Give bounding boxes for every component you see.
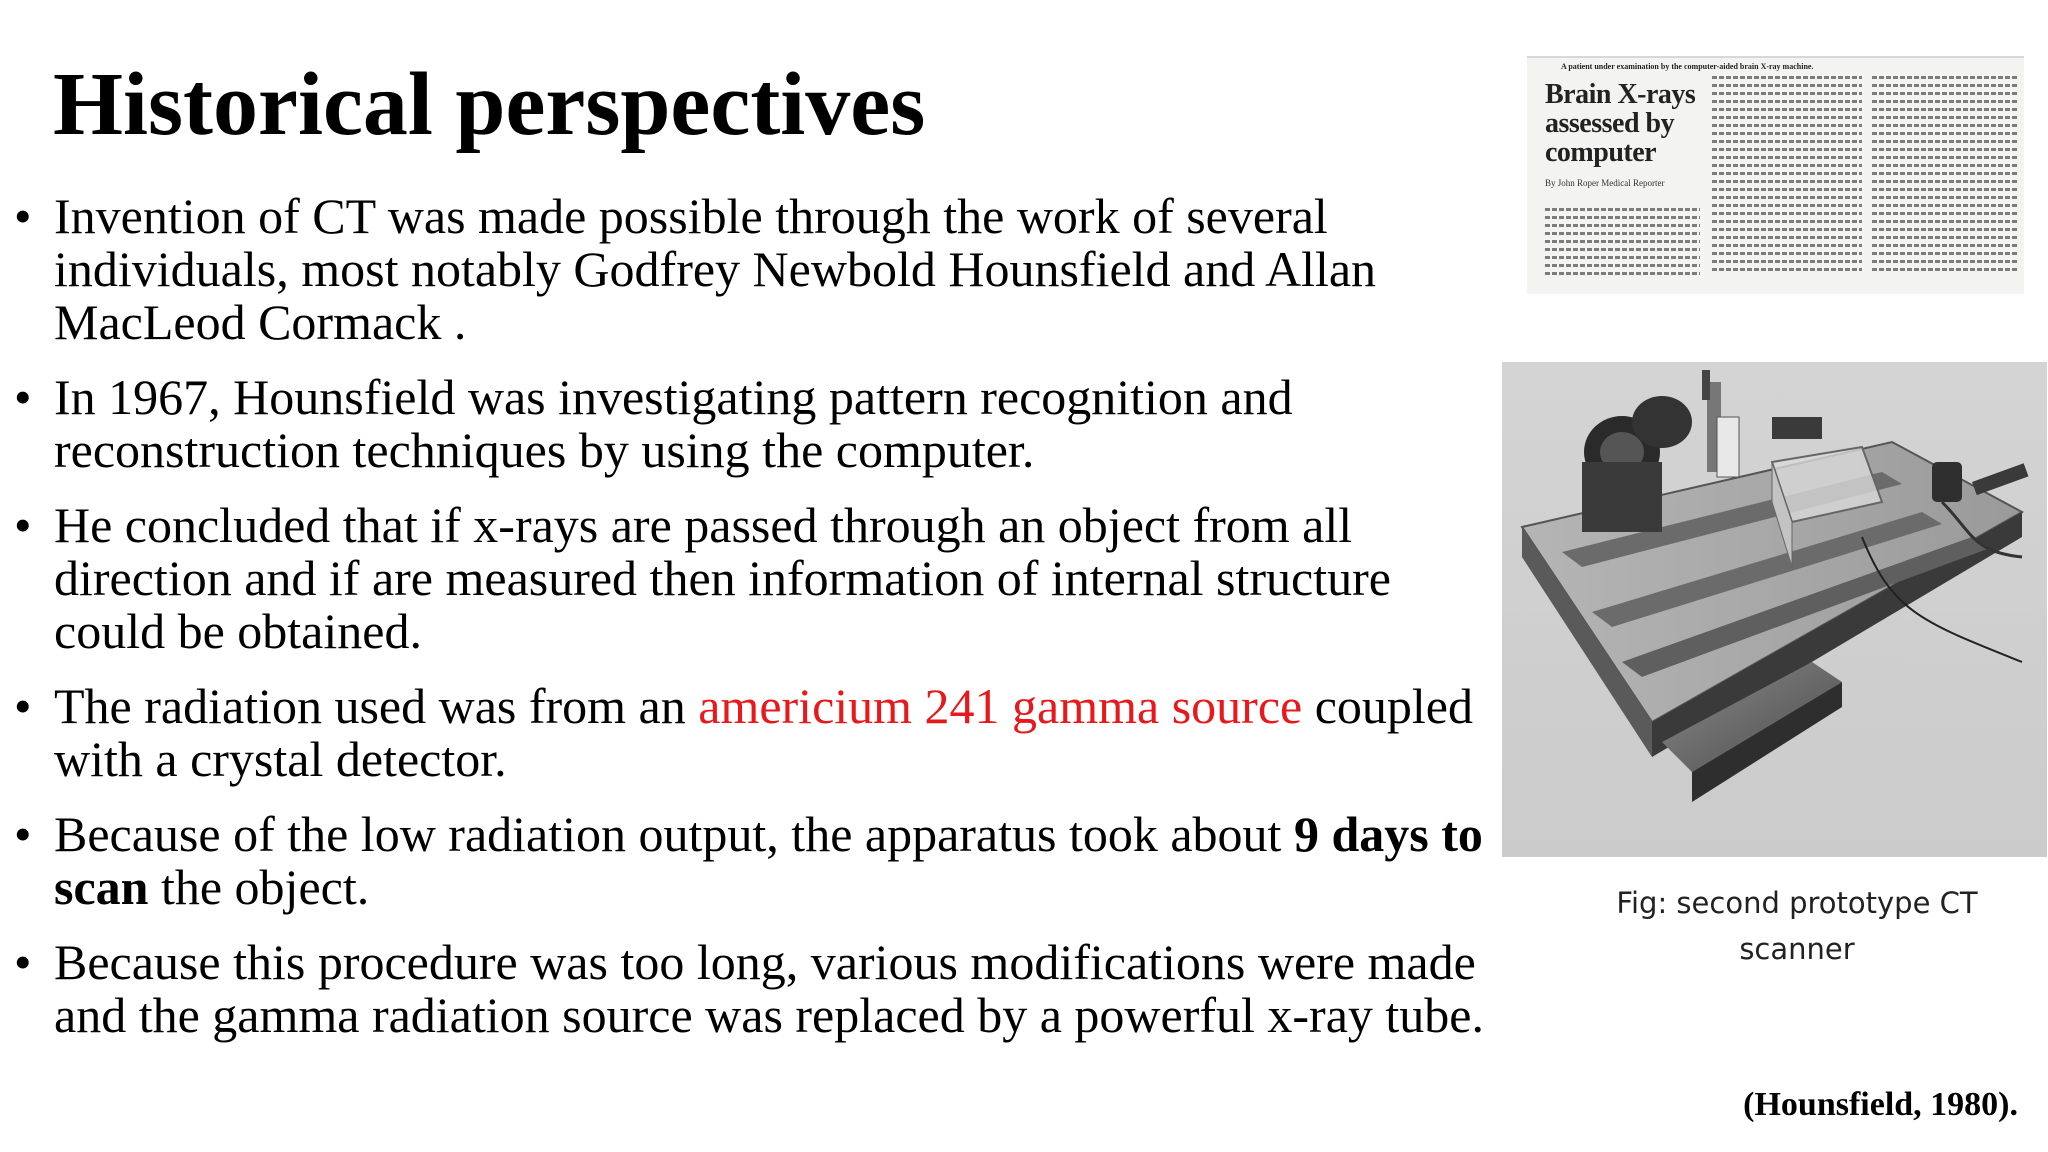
bullet-item bbox=[14, 808, 1514, 914]
bullet-marker: • bbox=[14, 678, 32, 734]
bullet-text: In 1967, Hounsfield was investigating pattern recognition and reconstruction techniques by using the computer. bbox=[54, 369, 1293, 478]
bullet-item bbox=[14, 680, 1514, 786]
bullet-marker: • bbox=[14, 188, 32, 244]
bullet-text: the object. bbox=[148, 859, 370, 915]
bullet-text: Invention of CT was made possible through the work of several individuals, most notably Godfrey Newbold Hounsfield and Allan MacLeod Cormack . bbox=[54, 188, 1377, 350]
bullet-marker: • bbox=[14, 497, 32, 553]
bullet-text: He concluded that if x-rays are passed through an object from all direction and if are measured then information of internal structure could be obtained. bbox=[54, 497, 1391, 659]
ct-scanner-illustration bbox=[1502, 362, 2047, 857]
bullet-marker: • bbox=[14, 934, 32, 990]
highlighted-text: americium 241 gamma source bbox=[698, 678, 1303, 734]
ct-prototype-photo bbox=[1502, 362, 2047, 857]
bullet-list bbox=[14, 190, 1514, 1064]
clipping-text-column bbox=[1872, 76, 2017, 288]
clipping-byline: By John Roper Medical Reporter bbox=[1545, 178, 1665, 188]
bullet-marker: • bbox=[14, 806, 32, 862]
bullet-item bbox=[14, 190, 1514, 349]
bullet-item bbox=[14, 371, 1514, 477]
slide-title: Historical perspectives bbox=[53, 55, 926, 154]
clipping-headline: Brain X-rays assessed by computer bbox=[1545, 79, 1696, 168]
bullet-item bbox=[14, 499, 1514, 658]
bullet-item bbox=[14, 936, 1514, 1042]
bullet-marker: • bbox=[14, 369, 32, 425]
bullet-text: The radiation used was from an bbox=[54, 678, 699, 734]
clipping-caption: A patient under examination by the computer-aided brain X-ray machine. bbox=[1561, 62, 1814, 71]
bullet-text: coupled with a crystal detector. bbox=[54, 678, 1473, 787]
bullet-text: Because this procedure was too long, various modifications were made and the gamma radiation source was replaced by a powerful x-ray tube. bbox=[54, 934, 1484, 1043]
clipping-text-column bbox=[1545, 208, 1700, 288]
citation: (Hounsfield, 1980). bbox=[1743, 1086, 2018, 1123]
clipping-text-column bbox=[1712, 76, 1862, 288]
figure-caption: Fig: second prototype CT scanner bbox=[1616, 886, 1978, 966]
bullet-text: Because of the low radiation output, the apparatus took about bbox=[54, 806, 1294, 862]
bold-text: 9 days to scan bbox=[54, 806, 1483, 915]
newspaper-clipping-image bbox=[1527, 56, 2024, 294]
